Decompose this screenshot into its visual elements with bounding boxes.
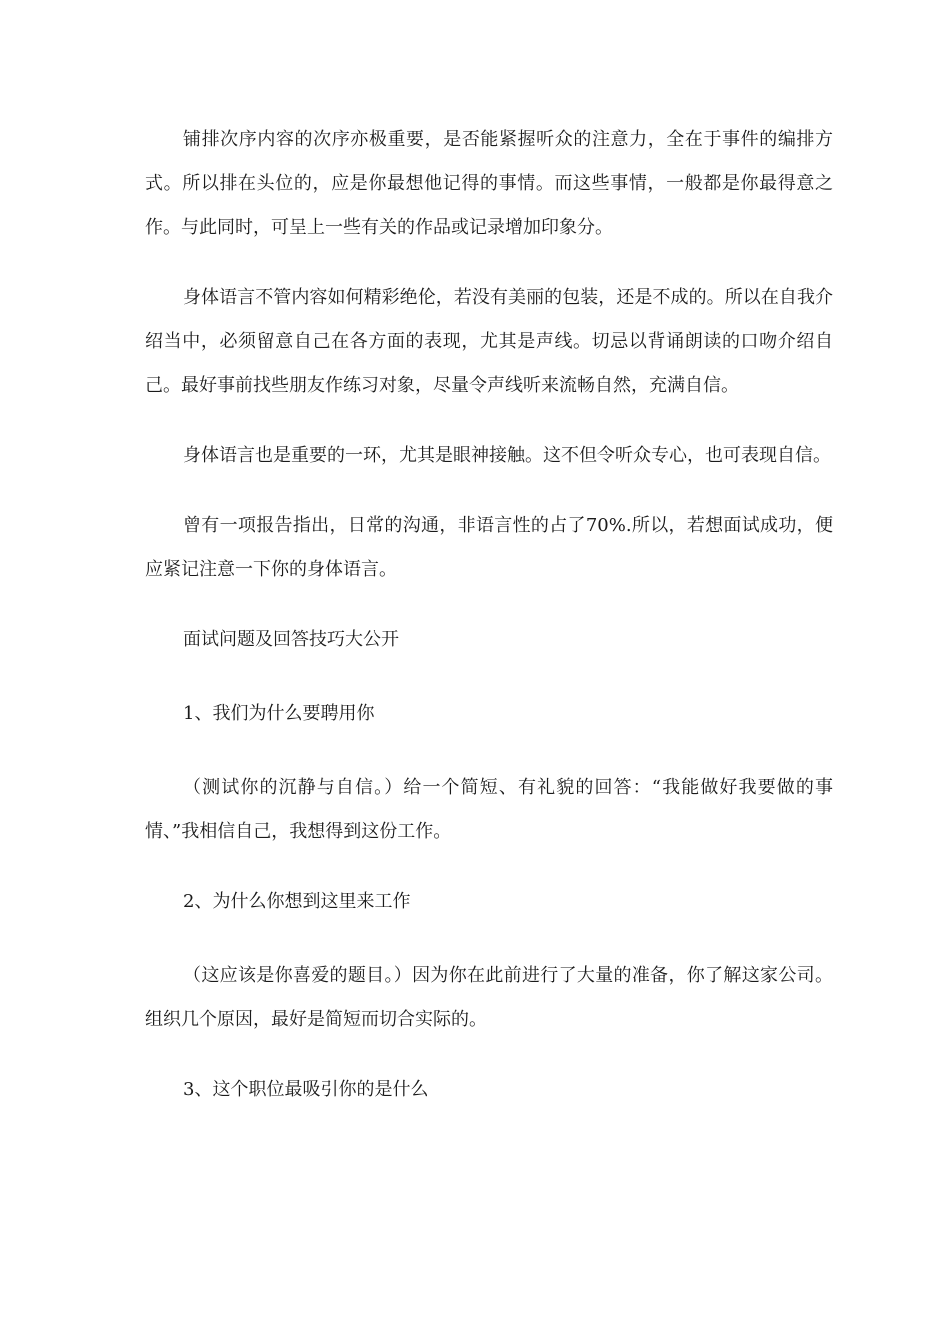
question-2: 2、为什么你想到这里来工作 [183, 891, 411, 912]
paragraph-ordering: 铺排次序内容的次序亦极重要，是否能紧握听众的注意力，全在于事件的编排方式。所以排在头位的，应是你最想他记得的事情。而这些事情，一般都是你最得意之作。与此同时，可呈上一些有关的作品或记录增加印象分。 [145, 129, 833, 238]
question-3: 3、这个职位最吸引你的是什么 [183, 1079, 429, 1100]
document-body [145, 118, 833, 1142]
section-heading: 面试问题及回答技巧大公开 [183, 629, 399, 650]
paragraph-eye-contact: 身体语言也是重要的一环，尤其是眼神接触。这不但令听众专心，也可表现自信。 [183, 445, 831, 466]
question-1: 1、我们为什么要聘用你 [183, 703, 375, 724]
paragraph-nonverbal: 曾有一项报告指出，日常的沟通，非语言性的占了70%.所以，若想面试成功，便应紧记注意一下你的身体语言。 [145, 515, 833, 580]
answer-2: （这应该是你喜爱的题目。）因为你在此前进行了大量的准备，你了解这家公司。组织几个原因，最好是简短而切合实际的。 [145, 965, 833, 1030]
paragraph-voice: 身体语言不管内容如何精彩绝伦，若没有美丽的包装，还是不成的。所以在自我介绍当中，必须留意自己在各方面的表现，尤其是声线。切忌以背诵朗读的口吻介绍自己。最好事前找些朋友作练习对象，尽量令声线听来流畅自然，充满自信。 [145, 287, 833, 396]
answer-1: （测试你的沉静与自信。）给一个简短、有礼貌的回答：“我能做好我要做的事情、”我相信自己，我想得到这份工作。 [145, 777, 833, 842]
